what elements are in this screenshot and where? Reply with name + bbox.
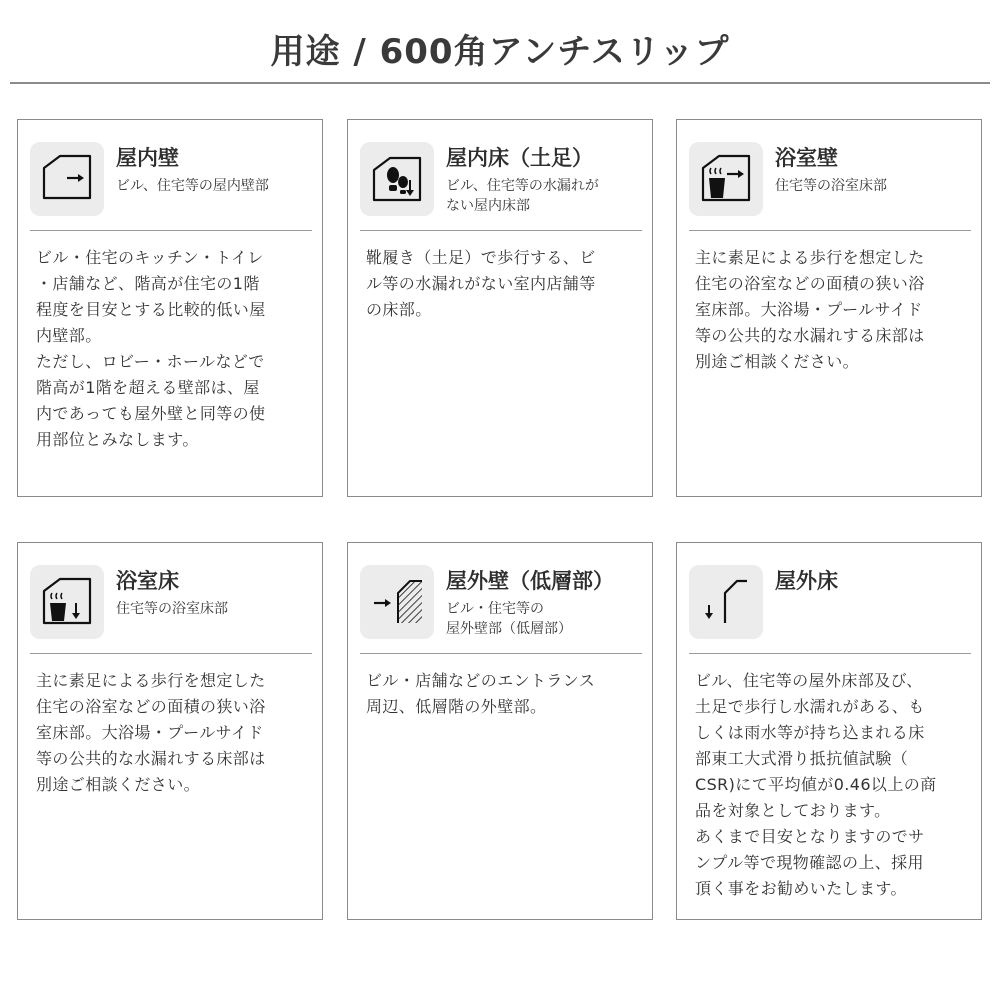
card-description: ビル、住宅等の屋外床部及び、 土足で歩行し水濡れがある、も しくは雨水等が持ち込まれる床 部東工大式滑り抵抗値試験（ CSR)にて平均値が0.46以上の商 品を対象としております。 あくまで目安となりますのでサ ンプル等で現物確認の上、採用 頂く事をお勧めいたします。 (695, 671, 937, 898)
card-title: 浴室壁 (775, 146, 838, 170)
card-title: 屋外床 (775, 569, 838, 593)
card-title: 屋外壁（低層部） (446, 569, 614, 593)
card-divider (30, 653, 312, 654)
usage-card-bathroom-wall (676, 119, 982, 497)
card-title: 浴室床 (116, 569, 179, 593)
card-description: 主に素足による歩行を想定した 住宅の浴室などの面積の狭い浴 室床部。大浴場・プールサイド 等の公共的な水漏れする床部は 別途ご相談ください。 (36, 671, 266, 794)
card-subtitle: 住宅等の浴室床部 (116, 601, 228, 617)
outdoor-wall-icon (360, 565, 434, 639)
card-divider (689, 230, 971, 231)
card-subtitle: ビル、住宅等の水漏れが ない屋内床部 (446, 178, 599, 214)
usage-card-outdoor-wall (347, 542, 653, 920)
indoor-wall-icon (30, 142, 104, 216)
card-description: 主に素足による歩行を想定した 住宅の浴室などの面積の狭い浴 室床部。大浴場・プールサイド 等の公共的な水漏れする床部は 別途ご相談ください。 (695, 248, 925, 371)
title-divider (10, 82, 990, 84)
bathroom-floor-icon (30, 565, 104, 639)
usage-card-indoor-floor (347, 119, 653, 497)
card-description: ビル・住宅のキッチン・トイレ ・店舗など、階高が住宅の1階 程度を目安とする比較的低い屋 内壁部。 ただし、ロビー・ホールなどで 階高が1階を超える壁部は、屋 内であっても屋外壁と同等の使 用部位とみなします。 (36, 248, 266, 449)
card-description: ビル・店舗などのエントランス 周辺、低層階の外壁部。 (366, 671, 596, 716)
card-divider (360, 653, 642, 654)
outdoor-floor-icon (689, 565, 763, 639)
card-divider (689, 653, 971, 654)
usage-card-indoor-wall (17, 119, 323, 497)
card-title: 屋内床（土足） (446, 146, 593, 170)
card-subtitle: ビル、住宅等の屋内壁部 (116, 178, 269, 194)
card-description: 靴履き（土足）で歩行する、ビ ル等の水漏れがない室内店舗等 の床部。 (366, 248, 596, 319)
usage-card-bathroom-floor (17, 542, 323, 920)
card-divider (30, 230, 312, 231)
card-subtitle: ビル・住宅等の 屋外壁部（低層部） (446, 601, 572, 637)
card-subtitle: 住宅等の浴室床部 (775, 178, 887, 194)
bathroom-wall-icon (689, 142, 763, 216)
page-title: 用途 / 600角アンチスリップ (270, 32, 730, 72)
card-divider (360, 230, 642, 231)
card-title: 屋内壁 (116, 146, 179, 170)
indoor-floor-shoes-icon (360, 142, 434, 216)
usage-card-outdoor-floor (676, 542, 982, 920)
